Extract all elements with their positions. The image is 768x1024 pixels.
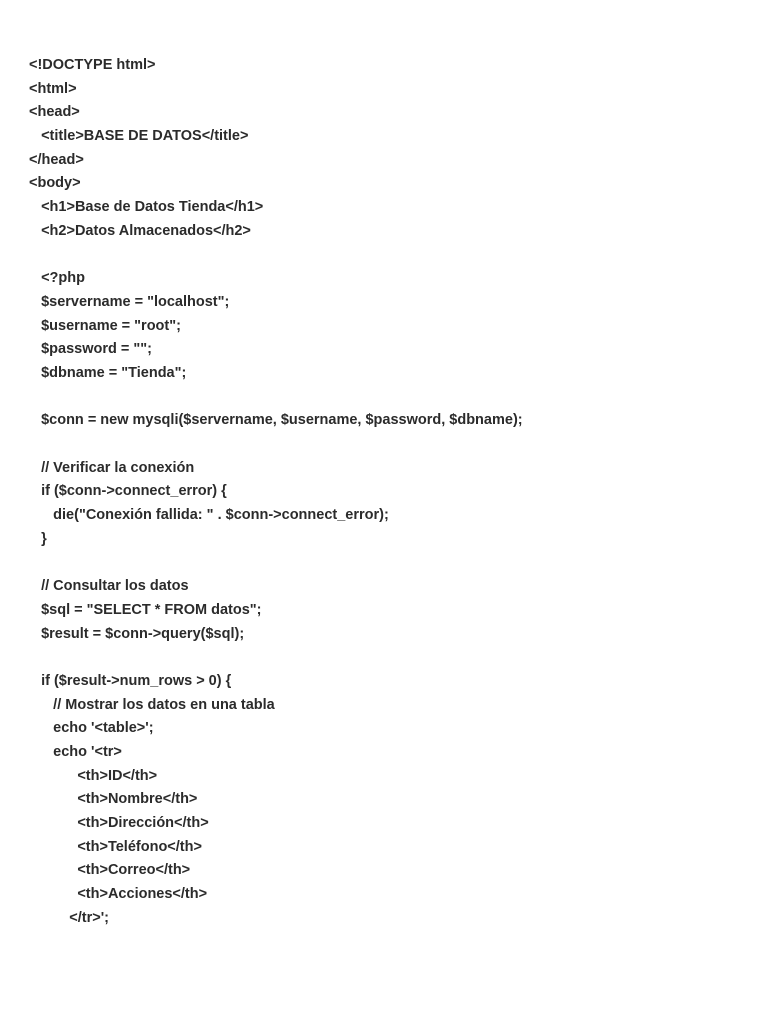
code-line: <h1>Base de Datos Tienda</h1> [29,199,264,216]
code-line: $servername = "localhost"; [29,293,230,310]
code-line: <head> [29,104,80,121]
code-line: <th>Nombre</th> [29,791,198,808]
code-line: echo '<tr> [29,743,122,760]
code-line: <th>Teléfono</th> [29,838,202,855]
code-line: <th>Acciones</th> [29,886,208,903]
blank-line [29,386,768,410]
code-line: $password = ""; [29,341,152,358]
code-line: echo '<table>'; [29,720,154,737]
code-line: $result = $conn->query($sql); [29,625,245,642]
code-comment: // Verificar la conexión [29,459,195,476]
code-line: <th>Correo</th> [29,862,191,879]
code-line: die("Conexión fallida: " . $conn->connect_error); [29,507,389,524]
code-line: <title>BASE DE DATOS</title> [29,128,249,145]
code-line: } [29,530,47,547]
blank-line [29,551,768,575]
code-comment: // Mostrar los datos en una tabla [29,696,275,713]
code-line: <body> [29,175,81,192]
code-line: <th>Dirección</th> [29,815,209,831]
blank-line [29,433,768,457]
code-line: <?php [29,270,85,287]
code-line: $conn = new mysqli($servername, $username, $password, $dbname); [29,412,523,429]
code-line: $username = "root"; [29,317,181,334]
code-line: </head> [29,151,84,168]
code-line: </tr>'; [29,909,109,926]
code-line: <th>ID</th> [29,767,158,784]
code-line: if ($conn->connect_error) { [29,483,227,500]
code-line: $dbname = "Tienda"; [29,364,187,381]
code-comment: // Consultar los datos [29,578,189,595]
code-line: <!DOCTYPE html> [29,57,156,73]
code-line: if ($result->num_rows > 0) { [29,672,232,689]
blank-line [29,244,768,268]
blank-line [29,646,768,670]
code-line: $sql = "SELECT * FROM datos"; [29,601,262,618]
code-line: <html> [29,80,77,97]
code-line: <h2>Datos Almacenados</h2> [29,222,251,239]
